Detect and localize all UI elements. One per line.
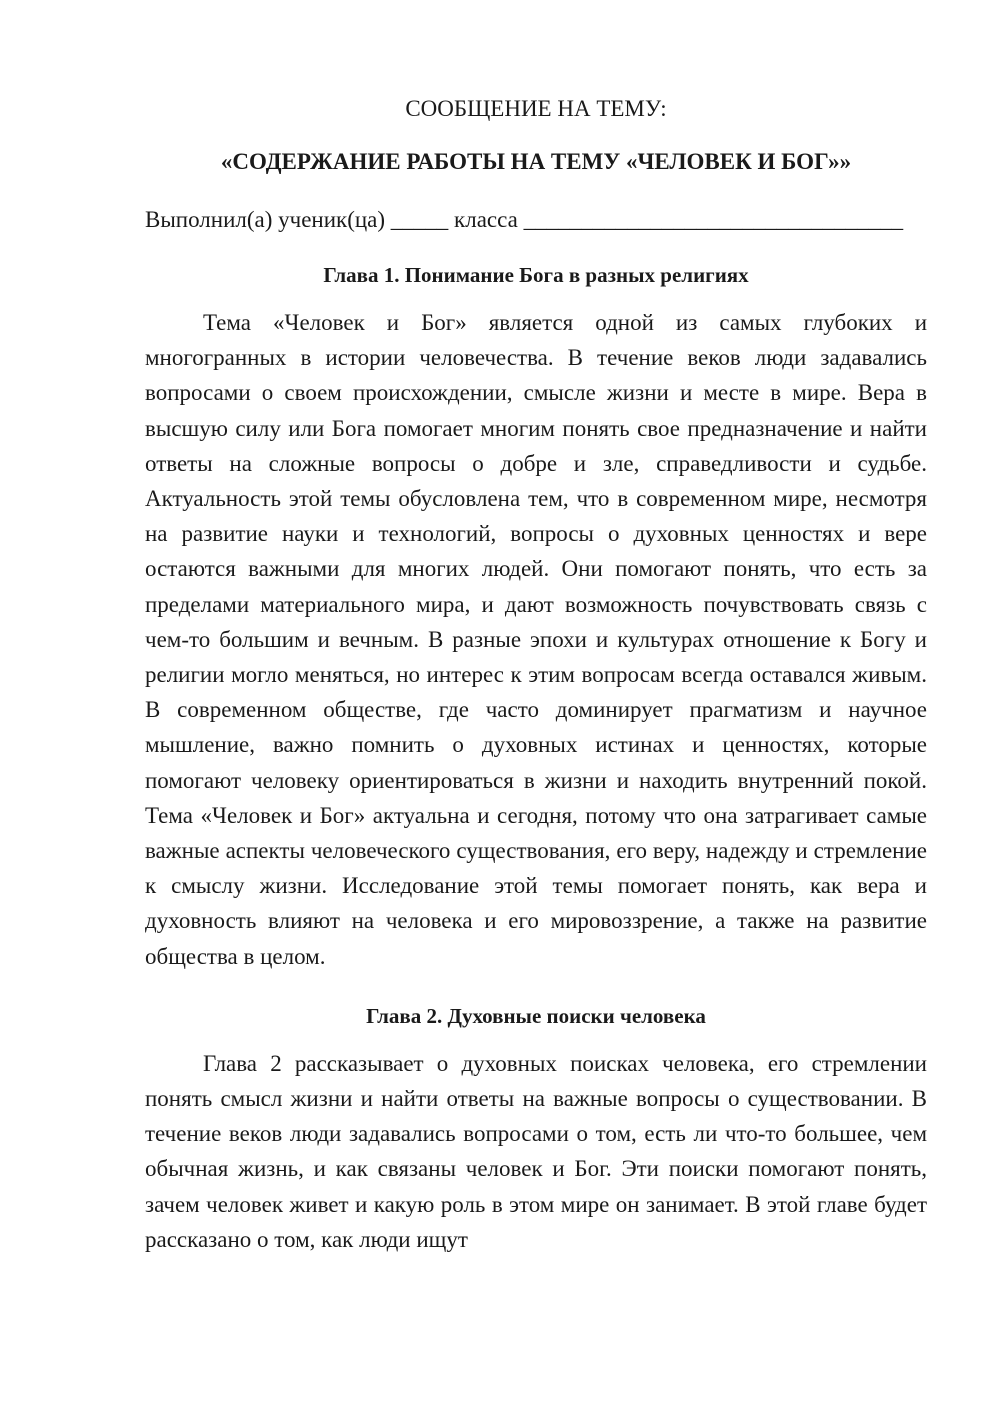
- chapter-2-heading: Глава 2. Духовные поиски человека: [366, 1003, 706, 1028]
- document-page: [145, 92, 927, 1257]
- chapter-1-paragraph: Тема «Человек и Бог» является одной из самых глубоких и многогранных в истории человечества. В течение веков люди задавались вопросами о своем происхождении, смысле жизни и месте в мире. Вера в высшую силу или Бога помогает многим понять свое предназначение и найти ответы на сложные вопросы о добре и зле, справедливости и судьбе. Актуальность этой темы обусловлена тем, что в современном мире, несмотря на развитие науки и технологий, вопросы о духовных ценностях и вере остаются важными для многих людей. Они помогают понять, что есть за пределами материального мира, и дают возможность почувствовать связь с чем-то большим и вечным. В разные эпохи и культурах отношение к Богу и религии могло меняться, но интерес к этим вопросам всегда оставался живым. В современном обществе, где часто доминирует прагматизм и научное мышление, важно помнить о духовных истинах и ценностях, которые помогают человеку ориентироваться в жизни и находить внутренний покой. Тема «Человек и Бог» актуальна и сегодня, потому что она затрагивает самые важные аспекты человеческого существования, его веру, надежду и стремление к смыслу жизни. Исследование этой темы помогает понять, как вера и духовность влияют на человека и его мировоззрение, а также на развитие общества в целом.: [145, 310, 927, 969]
- document-title: СООБЩЕНИЕ НА ТЕМУ:: [405, 96, 667, 121]
- document-subtitle: «СОДЕРЖАНИЕ РАБОТЫ НА ТЕМУ «ЧЕЛОВЕК И БОГ»»: [220, 149, 852, 174]
- chapter-2-paragraph: Глава 2 рассказывает о духовных поисках человека, его стремлении понять смысл жизни и найти ответы на важные вопросы о существовании. В течение веков люди задавались вопросами о том, есть ли что-то большее, чем обычная жизнь, и как связаны человек и Бог. Эти поиски помогают понять, зачем человек живет и какую роль в этом мире он занимает. В этой главе будет рассказано о том, как люди ищут: [145, 1050, 927, 1252]
- author-line: Выполнил(а) ученик(ца) _____ класса _________________________________: [145, 207, 904, 232]
- chapter-1-heading: Глава 1. Понимание Бога в разных религиях: [323, 263, 749, 287]
